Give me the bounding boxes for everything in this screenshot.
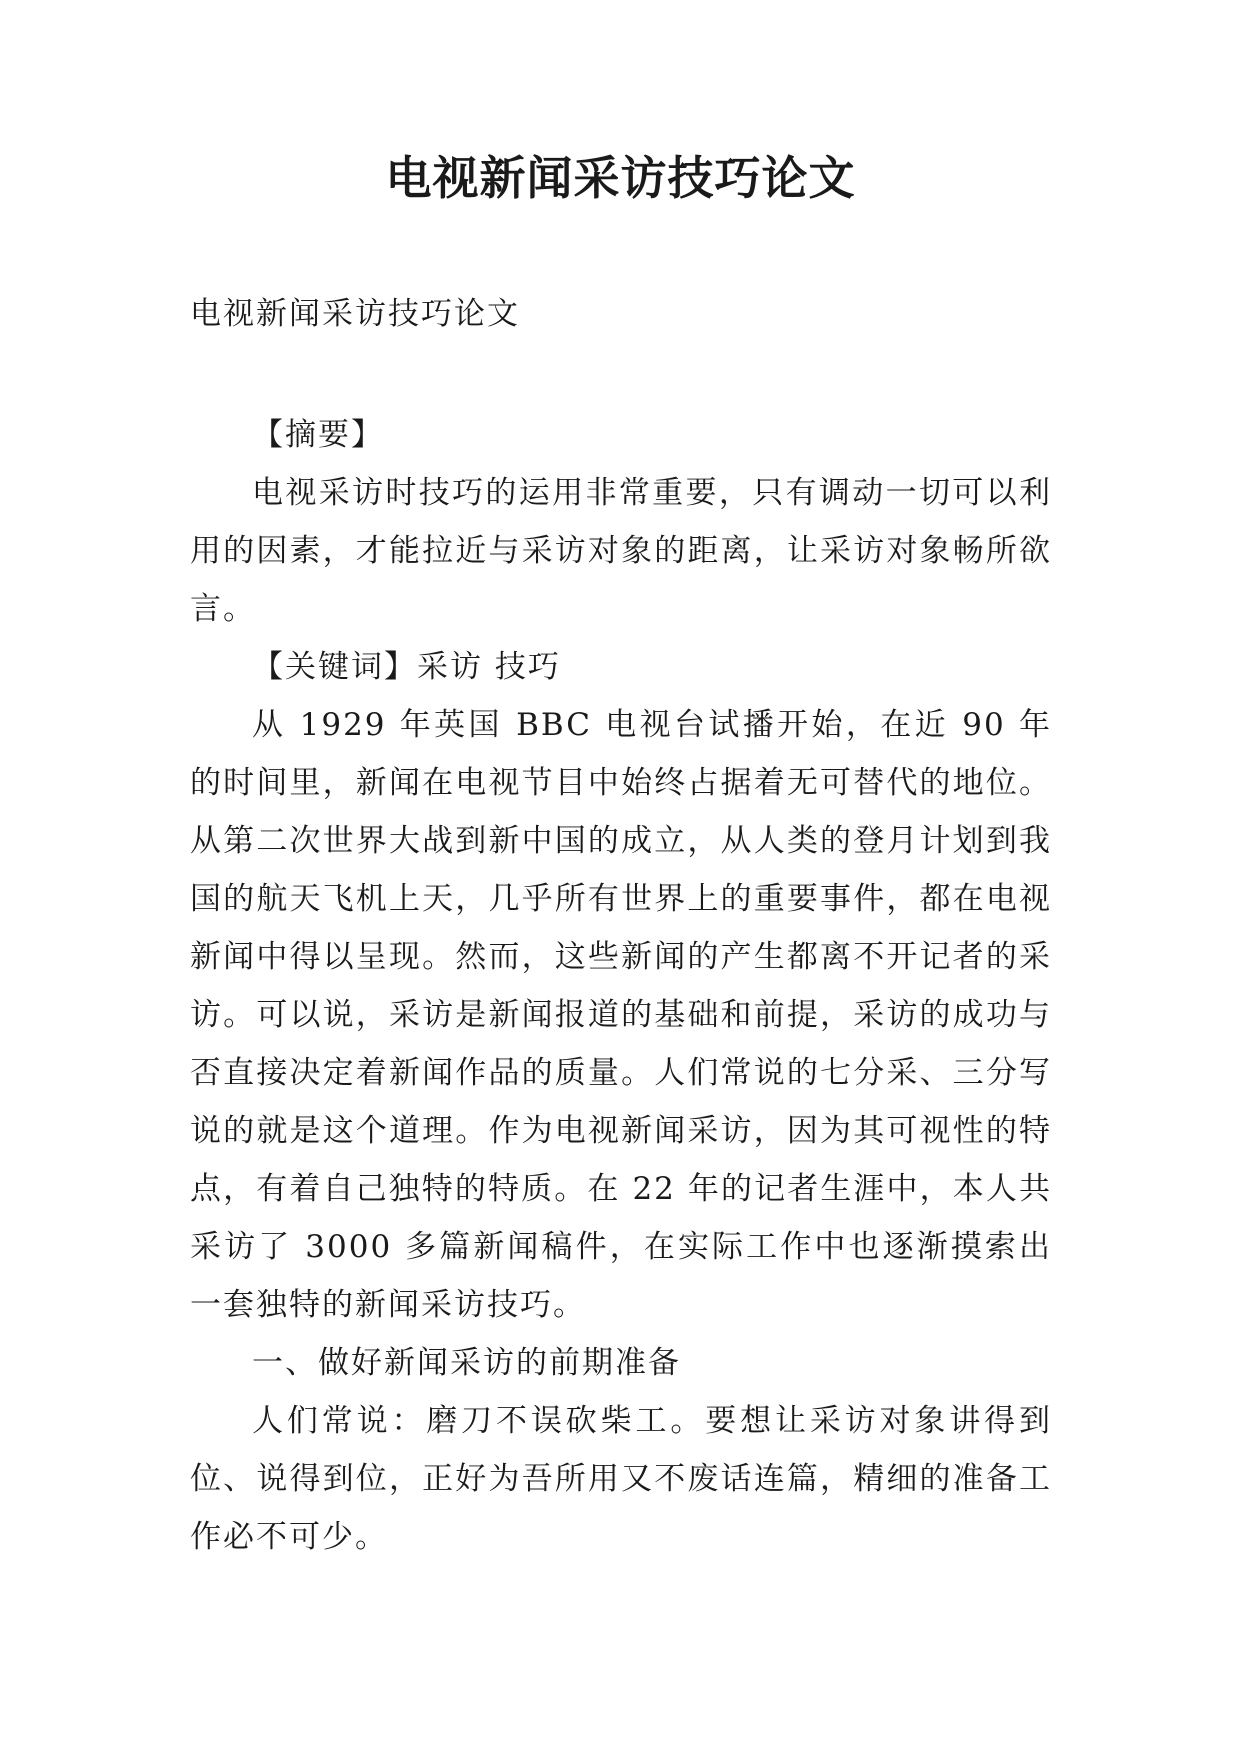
document-body [190,406,1052,1566]
section-paragraph-1: 人们常说：磨刀不误砍柴工。要想让采访对象讲得到位、说得到位，正好为吾所用又不废话连篇，精细的准备工作必不可少。 [190,1403,1052,1555]
section-heading-1: 一、做好新闻采访的前期准备 [252,1345,681,1381]
abstract-heading: 【摘要】 [252,417,384,453]
document-subtitle: 电视新闻采访技巧论文 [190,296,520,332]
document-title: 电视新闻采访技巧论文 [385,151,856,205]
abstract-paragraph: 电视采访时技巧的运用非常重要，只有调动一切可以利用的因素，才能拉近与采访对象的距离，让采访对象畅所欲言。 [190,475,1052,627]
intro-paragraph: 从 1929 年英国 BBC 电视台试播开始，在近 90 年的时间里，新闻在电视节目中始终占据着无可替代的地位。从第二次世界大战到新中国的成立，从人类的登月计划到我国的航天飞机上天，几乎所有世界上的重要事件，都在电视新闻中得以呈现。然而，这些新闻的产生都离不开记者的采访。可以说，采访是新闻报道的基础和前提，采访的成功与否直接决定着新闻作品的质量。人们常说的七分采、三分写说的就是这个道理。作为电视新闻采访，因为其可视性的特点，有着自己独特的特质。在 22 年的记者生涯中，本人共采访了 3000 多篇新闻稿件，在实际工作中也逐渐摸索出一套独特的新闻采访技巧。 [190,707,1052,1323]
keywords-paragraph: 【关键词】采访 技巧 [252,649,561,685]
